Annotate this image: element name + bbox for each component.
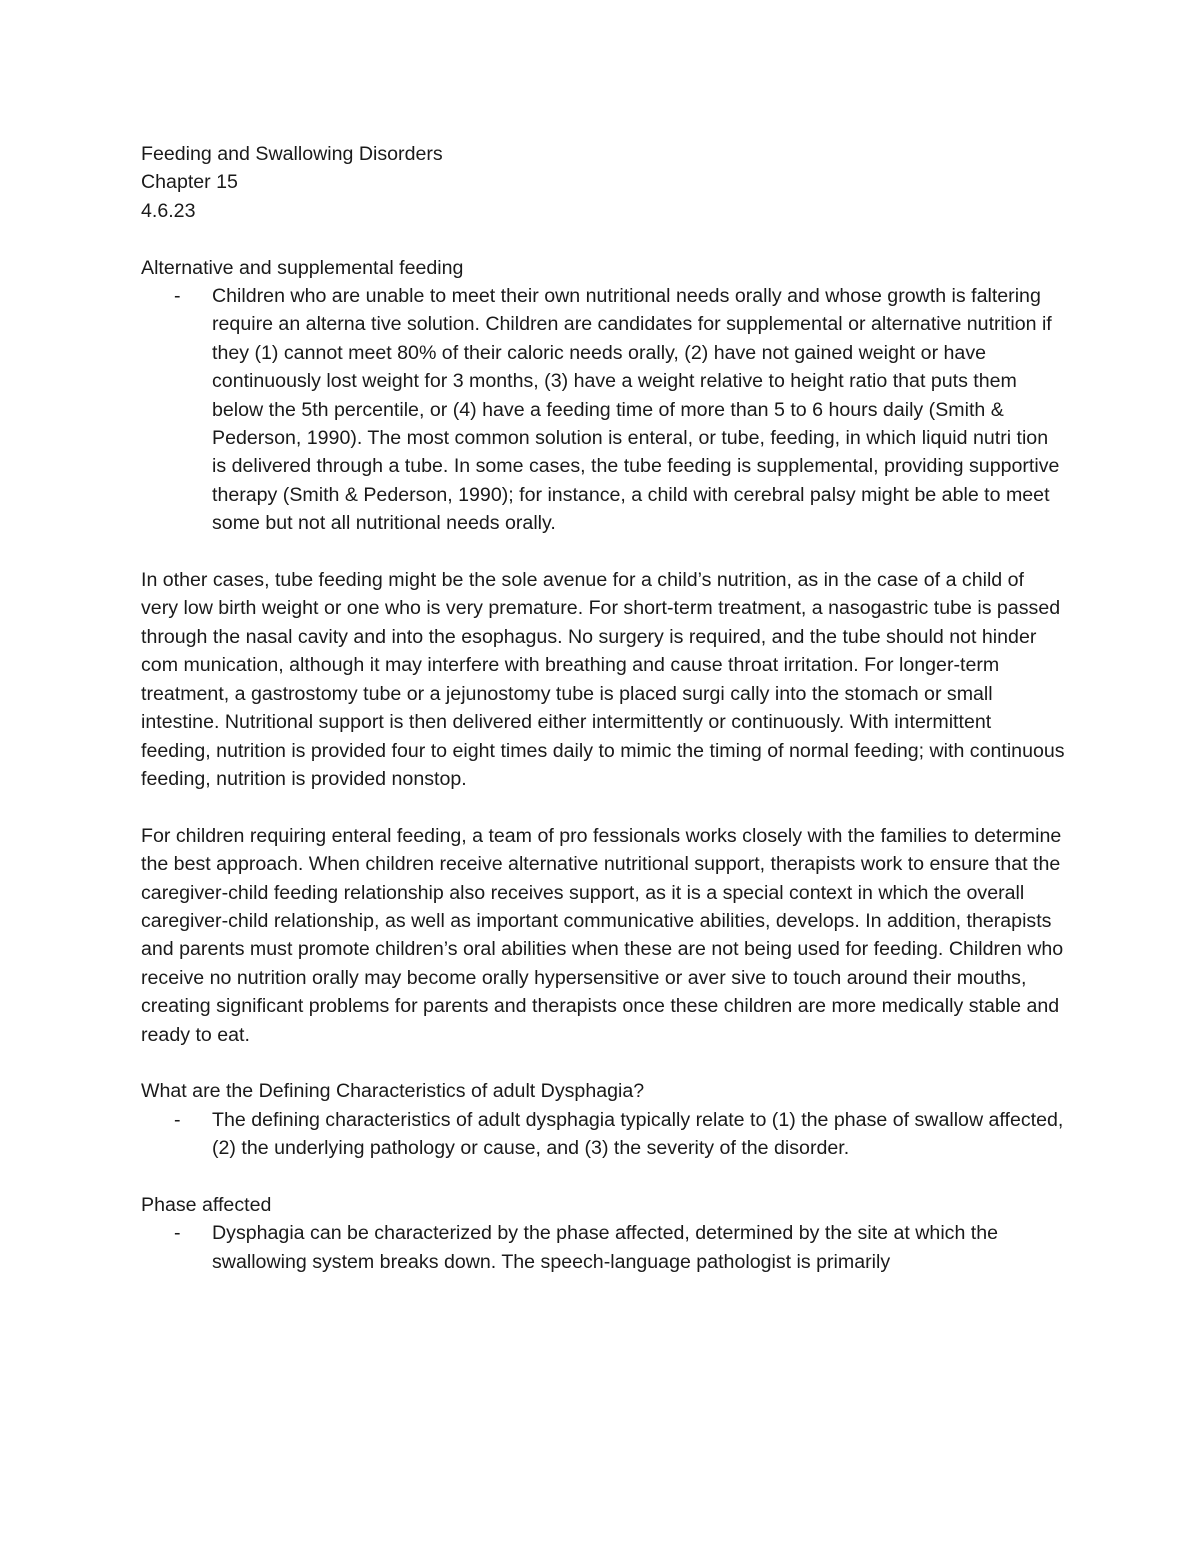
- bullet-text: The defining characteristics of adult dysphagia typically relate to (1) the phase of swallow affected, (2) the underlying pathology or cause, and (3) the severity of the disorder.: [212, 1108, 1064, 1160]
- document-body: [141, 140, 1066, 1276]
- bullet-item-phase: [141, 1219, 1066, 1276]
- bullet-item-defining: [141, 1106, 1066, 1163]
- bullet-item-alt-feeding: [141, 282, 1066, 538]
- paragraph-tube-feeding: In other cases, tube feeding might be the sole avenue for a child’s nutrition, as in the case of a child of very low birth weight or one who is very premature. For short-term treatment, a nasogastric tube is passed through the nasal cavity and into the esophagus. No surgery is required, and the tube should not hinder com munication, although it may interfere with breathing and cause throat irritation. For longer-term treatment, a gastrostomy tube or a jejunostomy tube is placed surgi cally into the stomach or small intestine. Nutritional support is then delivered either intermittently or continuously. With intermittent feeding, nutrition is provided four to eight times daily to mimic the timing of normal feeding; with continuous feeding, nutrition is provided nonstop.: [141, 569, 1065, 790]
- document-title: Feeding and Swallowing Disorders: [141, 143, 443, 165]
- bullet-dash: -: [174, 1108, 181, 1131]
- spacer: [141, 1049, 1066, 1077]
- section-heading-alt-feeding: Alternative and supplemental feeding: [141, 256, 464, 279]
- chapter-label: Chapter 15: [141, 171, 238, 194]
- section-heading-defining: What are the Defining Characteristics of adult Dysphagia?: [141, 1080, 645, 1103]
- section-heading-phase: Phase affected: [141, 1193, 272, 1216]
- bullet-text: Dysphagia can be characterized by the phase affected, determined by the site at which the swallowing system breaks down. The speech-language pathologist is primarily: [212, 1222, 999, 1273]
- spacer: [141, 1163, 1066, 1191]
- spacer: [141, 793, 1066, 821]
- date-label: 4.6.23: [141, 199, 196, 222]
- spacer: [141, 225, 1066, 253]
- bullet-dash: -: [174, 1222, 181, 1245]
- spacer: [141, 538, 1066, 566]
- paragraph-enteral-feeding: For children requiring enteral feeding, a team of pro fessionals works closely with the families to determine the best approach. When children receive alternative nutritional support, therapists work to ensure that the caregiver-child feeding relationship also receives support, as it is a special context in which the overall caregiver-child relationship, as well as important communicative abilities, develops. In addition, therapists and parents must promote children’s oral abilities when these are not being used for feeding. Children who receive no nutrition orally may become orally hypersensitive or aver sive to touch around their mouths, creating significant problems for parents and therapists once these children are more medically stable and ready to eat.: [141, 824, 1064, 1046]
- bullet-text: Children who are unable to meet their own nutritional needs orally and whose growth is faltering require an alterna tive solution. Children are candidates for supplemental or alternative nutrition if they (1) cannot meet 80% of their caloric needs orally, (2) have not gained weight or have continuously lost weight for 3 months, (3) have a weight relative to height ratio that puts them below the 5th percentile, or (4) have a feeding time of more than 5 to 6 hours daily (Smith & Pederson, 1990). The most common solution is enteral, or tube, feeding, in which liquid nutri tion is delivered through a tube. In some cases, the tube feeding is supplemental, providing supportive therapy (Smith & Pederson, 1990); for instance, a child with cerebral palsy might be able to meet some but not all nutritional needs orally.: [212, 285, 1060, 535]
- bullet-dash: -: [174, 285, 181, 308]
